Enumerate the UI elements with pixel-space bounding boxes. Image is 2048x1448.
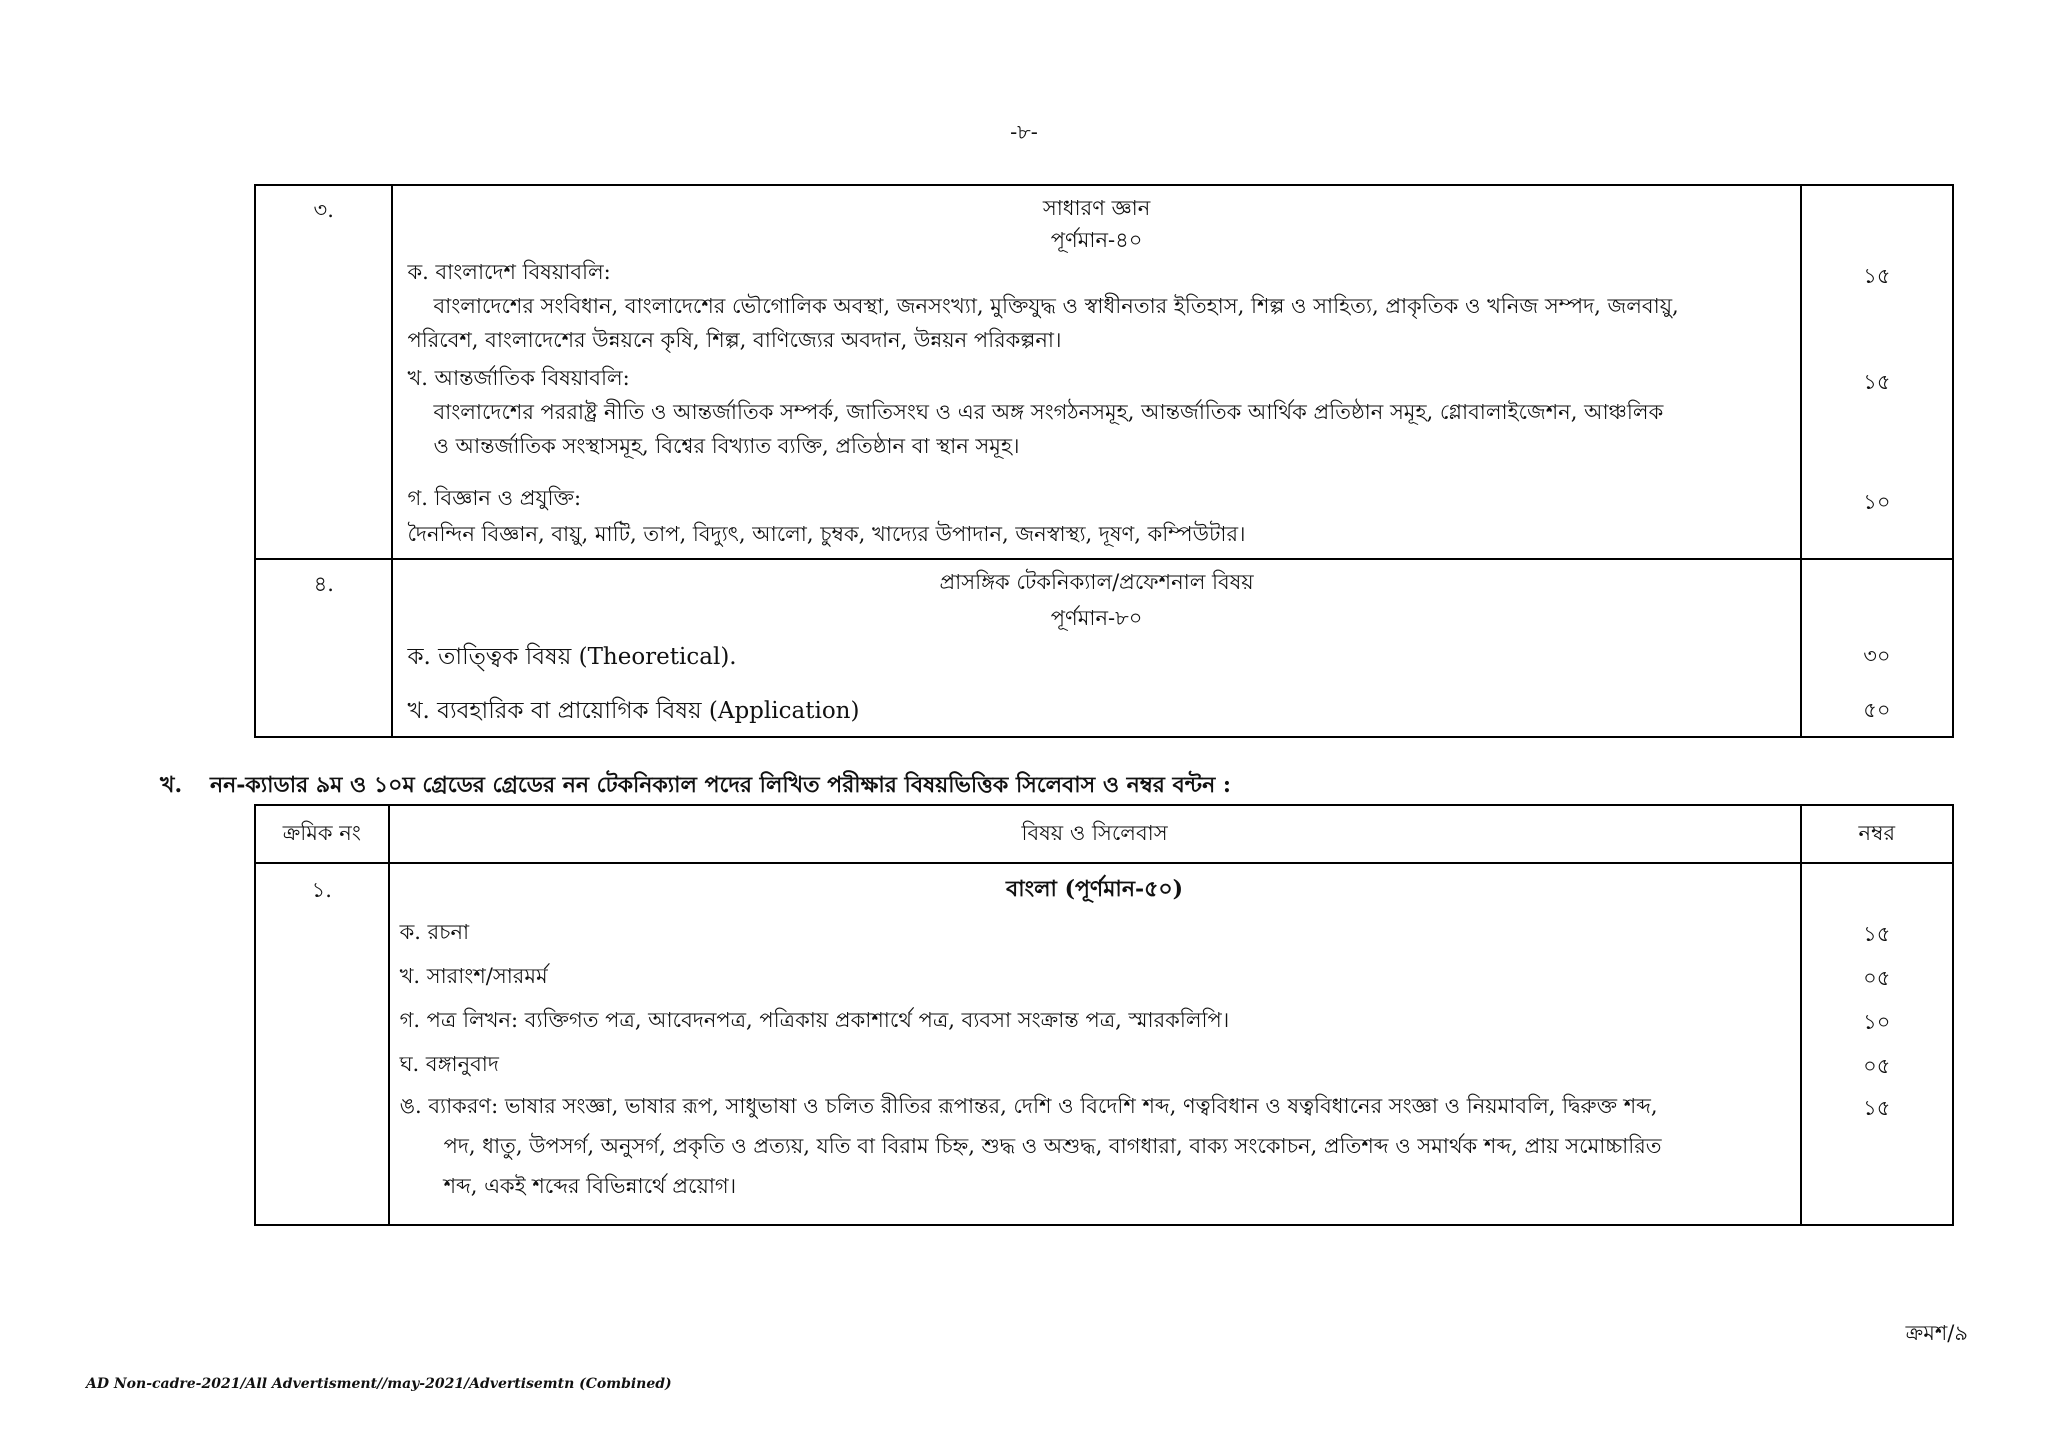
mark-value: ১৫ [1863,264,1891,288]
table-row [255,559,1953,737]
header-row [255,805,1953,863]
section-title: বাংলা (পূর্ণমান-৫০) [1006,876,1184,902]
table-row [255,863,1953,1225]
item-text: পরিবেশ, বাংলাদেশের উন্নয়নে কৃষি, শিল্প, বাণিজ্যের অবদান, উন্নয়ন পরিকল্পনা। [407,328,1062,352]
section-title: সাধারণ জ্ঞান [1042,196,1151,220]
item-text: দৈনন্দিন বিজ্ঞান, বায়ু, মাটি, তাপ, বিদ্যুৎ, আলো, চুম্বক, খাদ্যের উপাদান, জনস্বাস্থ্য, দূষণ, কম্পিউটার। [407,522,1246,546]
section-b-label: খ. [160,772,183,798]
full-marks: পূর্ণমান-৪০ [1050,228,1143,252]
serial-cell: ৪. [255,559,392,737]
section-b-title: নন-ক্যাডার ৯ম ও ১০ম গ্রেডের গ্রেডের নন টেকনিক্যাল পদের লিখিত পরীক্ষার বিষয়ভিত্তিক সিলেবাস ও নম্বর বন্টন : [210,772,1231,798]
list-item: ক. রচনা [399,920,470,944]
marks-cell [1801,185,1953,559]
marks-cell [1801,559,1953,737]
item-text: বাংলাদেশের সংবিধান, বাংলাদেশের ভৌগোলিক অবস্থা, জনসংখ্যা, মুক্তিযুদ্ধ ও স্বাধীনতার ইতিহাস, শিল্প ও সাহিত্য, প্রাকৃতিক ও খনিজ সম্পদ, জলবায়ু, [433,294,1679,318]
list-item: ঘ. বঙ্গানুবাদ [399,1052,499,1076]
item-heading: খ. আন্তর্জাতিক বিষয়াবলি: [407,366,630,390]
subject-cell [389,863,1801,1225]
mark-value: ১০ [1863,1010,1891,1034]
item-heading: গ. বিজ্ঞান ও প্রযুক্তি: [407,486,582,510]
table-row [255,185,1953,559]
page-number: -৮- [1010,120,1038,144]
mark-value: ১৫ [1863,1096,1891,1120]
list-item: ঙ. ব্যাকরণ: ভাষার সংজ্ঞা, ভাষার রূপ, সাধুভাষা ও চলিত রীতির রূপান্তর, দেশি ও বিদেশি শব্দ, ণত্ববিধান ও ষত্ববিধানের সংজ্ঞা ও নিয়মাবলি, দ্বিরুক্ত শব্দ, [399,1094,1658,1118]
header-serial: ক্রমিক নং [255,805,389,863]
mark-value: ০৫ [1863,1054,1891,1078]
header-marks: নম্বর [1801,805,1953,863]
mark-value: ১৫ [1863,922,1891,946]
mark-value: ০৫ [1863,966,1891,990]
section-title: প্রাসঙ্গিক টেকনিক্যাল/প্রফেশনাল বিষয় [939,570,1254,594]
mark-value: ১৫ [1863,370,1891,394]
subject-cell [392,185,1800,559]
list-item-continued: পদ, ধাতু, উপসর্গ, অনুসর্গ, প্রকৃতি ও প্রত্যয়, যতি বা বিরাম চিহ্ন, শুদ্ধ ও অশুদ্ধ, বাগধারা, বাক্য সংকোচন, প্রতিশব্দ ও সমার্থক শব্দ, প্রায় সমোচ্চারিত [443,1134,1662,1158]
item-heading: ক. তাত্ত্বিক বিষয় (Theoretical). [407,644,737,670]
list-item-continued: শব্দ, একই শব্দের বিভিন্নার্থে প্রয়োগ। [443,1174,737,1198]
item-heading: খ. ব্যবহারিক বা প্রায়োগিক বিষয় (Application) [407,698,860,724]
footer-reference: AD Non-cadre-2021/All Advertisment//may-2021/Advertisemtn (Combined) [86,1376,672,1392]
mark-value: ১০ [1863,490,1891,514]
item-heading: ক. বাংলাদেশ বিষয়াবলি: [407,260,611,284]
section-b-heading [160,768,1231,805]
subject-cell [392,559,1800,737]
bangla-syllabus-table [254,804,1954,1226]
list-item: গ. পত্র লিখন: ব্যক্তিগত পত্র, আবেদনপত্র, পত্রিকায় প্রকাশার্থে পত্র, ব্যবসা সংক্রান্ত পত্র, স্মারকলিপি। [399,1008,1230,1032]
mark-value: ৩০ [1863,644,1891,668]
header-subject: বিষয় ও সিলেবাস [389,805,1801,863]
serial-cell: ৩. [255,185,392,559]
marks-cell [1801,863,1953,1225]
item-text: বাংলাদেশের পররাষ্ট্র নীতি ও আন্তর্জাতিক সম্পর্ক, জাতিসংঘ ও এর অঙ্গ সংগঠনসমূহ, আন্তর্জাতিক আর্থিক প্রতিষ্ঠান সমূহ, গ্লোবালাইজেশন, আঞ্চলিক [433,400,1664,424]
syllabus-table-continued [254,184,1954,738]
mark-value: ৫০ [1863,698,1891,722]
full-marks: পূর্ণমান-৮০ [1050,606,1143,630]
list-item: খ. সারাংশ/সারমর্ম [399,964,548,988]
continued-label: ক্রমশ/৯ [1905,1321,1968,1345]
item-text: ও আন্তর্জাতিক সংস্থাসমূহ, বিশ্বের বিখ্যাত ব্যক্তি, প্রতিষ্ঠান বা স্থান সমূহ। [433,434,1020,458]
serial-cell: ১. [255,863,389,1225]
